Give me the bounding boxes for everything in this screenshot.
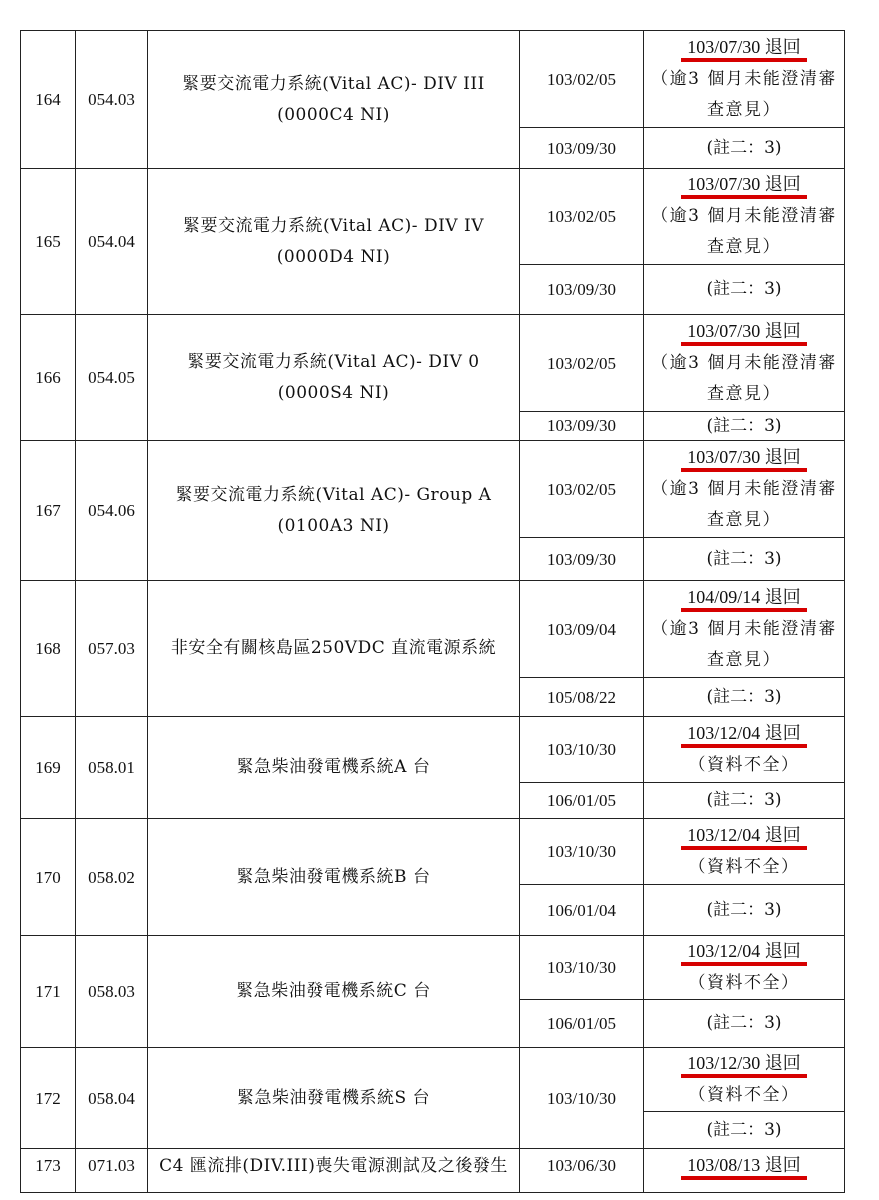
item-name: C4 匯流排(DIV.III)喪失電源測試及之後發生: [148, 1149, 520, 1193]
item-name: 緊要交流電力系統(Vital AC)- DIV 0 (0000S4 NI): [148, 315, 520, 441]
item-number: 169: [21, 717, 76, 819]
return-reason: （逾3 個月未能澄清審查意見）: [651, 68, 837, 120]
submit-date: 103/10/30: [520, 819, 644, 885]
table-row: [21, 1048, 845, 1112]
table-row: [21, 31, 845, 128]
table-row: [21, 581, 845, 678]
remark-note: (註二：3): [644, 1000, 845, 1048]
remark-note: (註二：3): [644, 783, 845, 819]
item-name: 緊急柴油發電機系統B 台: [148, 819, 520, 936]
review-result: [644, 717, 845, 783]
resubmit-date: 106/01/05: [520, 783, 644, 819]
item-name: 緊急柴油發電機系統C 台: [148, 936, 520, 1048]
item-number: 170: [21, 819, 76, 936]
return-date-marked: 103/12/04 退回: [681, 722, 807, 748]
return-date-marked: 103/12/30 退回: [681, 1052, 807, 1078]
item-code: 058.02: [76, 819, 148, 936]
return-reason: （資料不全）: [688, 972, 800, 993]
item-number: 168: [21, 581, 76, 717]
resubmit-date: 103/09/30: [520, 128, 644, 169]
review-result: [644, 315, 845, 412]
item-name: 緊要交流電力系統(Vital AC)- Group A (0100A3 NI): [148, 441, 520, 581]
review-result: [644, 441, 845, 538]
review-result: [644, 31, 845, 128]
table-row: [21, 169, 845, 265]
return-reason: （逾3 個月未能澄清審查意見）: [651, 478, 837, 530]
return-reason: （逾3 個月未能澄清審查意見）: [651, 618, 837, 670]
item-code: 054.06: [76, 441, 148, 581]
review-result: [644, 819, 845, 885]
review-result: [644, 1149, 845, 1193]
return-date-marked: 104/09/14 退回: [681, 586, 807, 612]
item-number: 172: [21, 1048, 76, 1149]
submit-date: 103/02/05: [520, 169, 644, 265]
remark-note: (註二：3): [644, 128, 845, 169]
review-result: [644, 581, 845, 678]
item-code: 058.04: [76, 1048, 148, 1149]
item-name: 緊要交流電力系統(Vital AC)- DIV III (0000C4 NI): [148, 31, 520, 169]
return-reason: （資料不全）: [688, 856, 800, 877]
item-code: 058.03: [76, 936, 148, 1048]
submit-date: 103/02/05: [520, 441, 644, 538]
return-date-marked: 103/12/04 退回: [681, 824, 807, 850]
item-code: 054.04: [76, 169, 148, 315]
item-name: 緊急柴油發電機系統A 台: [148, 717, 520, 819]
return-reason: （資料不全）: [688, 754, 800, 775]
return-date-marked: 103/07/30 退回: [681, 36, 807, 62]
item-code: 054.03: [76, 31, 148, 169]
table-row: [21, 315, 845, 412]
resubmit-date: 106/01/04: [520, 885, 644, 936]
return-reason: （資料不全）: [688, 1084, 800, 1105]
item-code: 058.01: [76, 717, 148, 819]
item-number: 164: [21, 31, 76, 169]
item-name: 非安全有關核島區250VDC 直流電源系統: [148, 581, 520, 717]
item-number: 171: [21, 936, 76, 1048]
table-row: [21, 441, 845, 538]
resubmit-date: 106/01/05: [520, 1000, 644, 1048]
resubmit-date: 103/09/30: [520, 265, 644, 315]
review-result: [644, 936, 845, 1000]
item-code: 054.05: [76, 315, 148, 441]
review-status-table: [20, 30, 845, 1193]
remark-note: (註二：3): [644, 412, 845, 441]
submit-date: 103/02/05: [520, 315, 644, 412]
submit-date: 103/10/30: [520, 1048, 644, 1149]
table-row: [21, 1149, 845, 1193]
submit-date: 103/10/30: [520, 936, 644, 1000]
table-row: [21, 717, 845, 783]
return-reason: （逾3 個月未能澄清審查意見）: [651, 352, 837, 404]
item-number: 166: [21, 315, 76, 441]
return-date-marked: 103/08/13 退回: [681, 1154, 807, 1180]
return-date-marked: 103/07/30 退回: [681, 173, 807, 199]
review-result: [644, 169, 845, 265]
item-number: 165: [21, 169, 76, 315]
table-row: [21, 819, 845, 885]
return-reason: （逾3 個月未能澄清審查意見）: [651, 206, 837, 257]
remark-note: (註二：3): [644, 678, 845, 717]
return-date-marked: 103/07/30 退回: [681, 446, 807, 472]
resubmit-date: 103/09/30: [520, 412, 644, 441]
return-date-marked: 103/12/04 退回: [681, 940, 807, 966]
resubmit-date: 105/08/22: [520, 678, 644, 717]
item-code: 057.03: [76, 581, 148, 717]
remark-note: (註二：3): [644, 265, 845, 315]
submit-date: 103/09/04: [520, 581, 644, 678]
submit-date: 103/06/30: [520, 1149, 644, 1193]
return-date-marked: 103/07/30 退回: [681, 320, 807, 346]
remark-note: (註二：3): [644, 885, 845, 936]
item-code: 071.03: [76, 1149, 148, 1193]
submit-date: 103/02/05: [520, 31, 644, 128]
review-result: [644, 1048, 845, 1112]
submit-date: 103/10/30: [520, 717, 644, 783]
remark-note: (註二：3): [644, 1112, 845, 1149]
remark-note: (註二：3): [644, 538, 845, 581]
item-name: 緊急柴油發電機系統S 台: [148, 1048, 520, 1149]
table-row: [21, 936, 845, 1000]
resubmit-date: 103/09/30: [520, 538, 644, 581]
item-number: 167: [21, 441, 76, 581]
item-number: 173: [21, 1149, 76, 1193]
item-name: 緊要交流電力系統(Vital AC)- DIV IV (0000D4 NI): [148, 169, 520, 315]
